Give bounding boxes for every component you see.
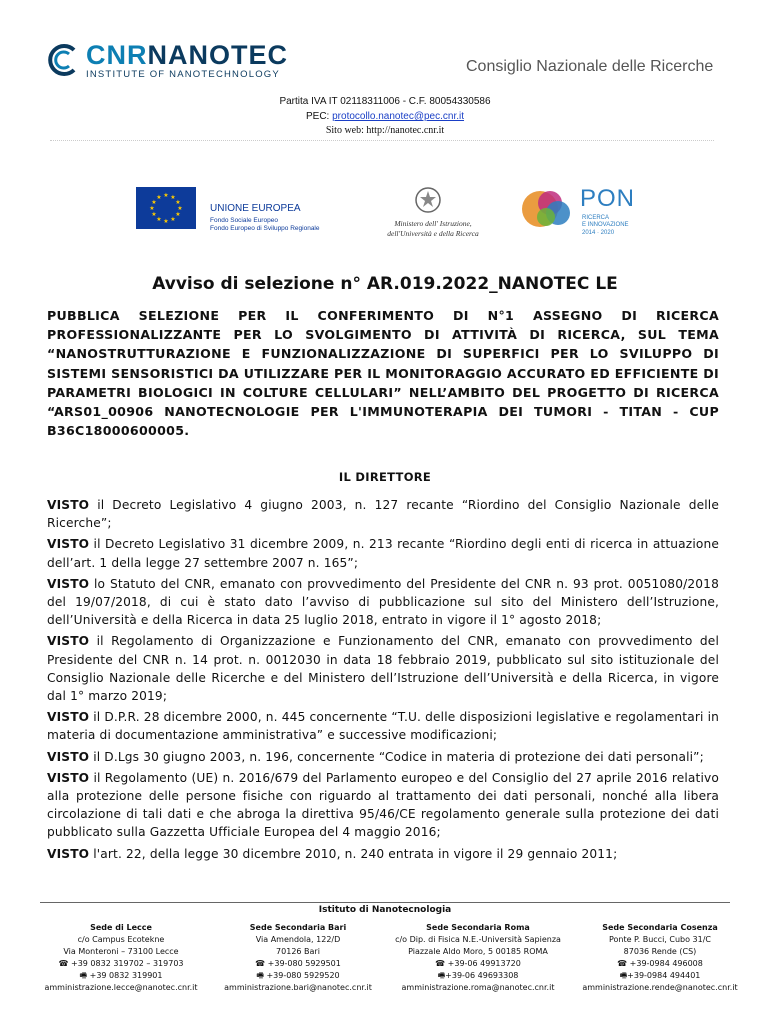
pec-email-link[interactable]: protocollo.nanotec@pec.cnr.it <box>332 111 465 122</box>
sede-fax: 🖷 +39 0832 319901 <box>79 971 163 980</box>
footer-sede-roma <box>380 922 576 994</box>
cnr-title: Consiglio Nazionale delle Ricerche <box>466 58 714 75</box>
visto-paragraph: VISTO lo Statuto del CNR, emanato con provvedimento del Presidente del CNR n. 93 prot. 0051080/2018 del 19/07/2018, di cui è stato dato l’avviso di pubblicazione sul sito del Ministero dell’Istruzione, dell’Università e della Ricerca in data 25 luglio 2018, entrato in vigore il 1° agosto 2018; <box>47 576 719 628</box>
svg-text:★: ★ <box>163 192 169 199</box>
svg-text:★: ★ <box>170 216 176 223</box>
logo-subtitle: INSTITUTE OF NANOTECHNOLOGY <box>86 69 280 80</box>
document-title: Avviso di selezione n° AR.019.2022_NANOTEC LE <box>152 274 618 294</box>
svg-text:★: ★ <box>177 205 183 212</box>
sede-address-2: 70126 Bari <box>276 947 320 956</box>
eu-line-1: Fondo Sociale Europeo <box>210 217 278 224</box>
eu-flag-icon <box>136 187 196 229</box>
pon-years: 2014 · 2020 <box>582 230 615 236</box>
visto-paragraph: VISTO il Decreto Legislativo 4 giugno 2003, n. 127 recante “Riordino del Consiglio Nazionale delle Ricerche”; <box>47 498 719 531</box>
pon-sub-1: RICERCA <box>582 215 610 221</box>
sede-address-1: c/o Campus Ecotekne <box>77 935 165 944</box>
sede-phone: ☎ +39 0832 319702 – 319703 <box>58 959 184 968</box>
visto-paragraph: VISTO il D.Lgs 30 giugno 2003, n. 196, concernente “Codice in materia di protezione dei dati personali”; <box>47 749 704 764</box>
pon-circles-icon <box>520 187 580 231</box>
sede-address-1: c/o Dip. di Fisica N.E.-Università Sapienza <box>395 935 561 944</box>
logo-name: CNRNANOTEC <box>86 40 288 70</box>
visto-paragraph: VISTO il D.P.R. 28 dicembre 2000, n. 445 concernente “T.U. delle disposizioni legislative e regolamentari in materia di documentazione amministrativa” e successive modificazioni; <box>47 710 719 743</box>
svg-text:★: ★ <box>156 194 162 201</box>
nanotec-logo-icon <box>44 42 80 78</box>
direttore-heading: IL DIRETTORE <box>338 470 432 484</box>
sede-email[interactable]: amministrazione.bari@nanotec.cnr.it <box>224 983 372 992</box>
visto-list <box>47 496 719 866</box>
footer-divider <box>40 902 730 903</box>
sede-fax: 🖷+39-0984 494401 <box>619 971 701 980</box>
footer-institute: Istituto di Nanotecnologia <box>318 905 452 915</box>
footer-sede-cosenza <box>570 922 750 994</box>
svg-text:★: ★ <box>175 199 181 206</box>
sede-name: Sede di Lecce <box>90 923 152 932</box>
italian-republic-emblem-icon <box>414 185 442 215</box>
svg-text:★: ★ <box>163 218 169 225</box>
sede-address-1: Via Amendola, 122/D <box>255 935 341 944</box>
eu-title: UNIONE EUROPEA <box>210 203 301 214</box>
sede-address-2: Piazzale Aldo Moro, 5 00185 ROMA <box>408 947 548 956</box>
sede-email[interactable]: amministrazione.roma@nanotec.cnr.it <box>401 983 555 992</box>
svg-text:★: ★ <box>170 194 176 201</box>
visto-paragraph: VISTO il Regolamento (UE) n. 2016/679 del Parlamento europeo e del Consiglio del 27 aprile 2016 relativo alla protezione delle persone fisiche con riguardo al trattamento dei dati personali, nonché alla libera circolazione di tali dati e che abroga la direttiva 95/46/CE regolamento generale sulla protezione dei dati pubblicato sulla Gazzetta Ufficiale Europea del 4 maggio 2016; <box>47 770 719 840</box>
website-line: Sito web: http://nanotec.cnr.it <box>325 125 445 136</box>
visto-paragraph: VISTO il Decreto Legislativo 31 dicembre 2009, n. 213 recante “Riordino degli enti di ricerca in attuazione dell’art. 1 della legge 27 settembre 2007 n. 165”; <box>47 537 719 570</box>
svg-text:★: ★ <box>175 211 181 218</box>
sede-phone: ☎ +39-0984 496008 <box>617 959 703 968</box>
document-subject: PUBBLICA SELEZIONE PER IL CONFERIMENTO DI N°1 ASSEGNO DI RICERCA PROFESSIONALIZZANTE PER LO SVOLGIMENTO DI ATTIVITÀ DI RICERCA, SUL TEMA “NANOSTRUTTURAZIONE E FUNZIONALIZZAZIONE DI SUPERFICI PER LO SVILUPPO DI SISTEMI SENSORISTICI DA UTILIZZARE PER IL MONITORAGGIO ACCURATO ED EFFICIENTE DI PARAMETRI BIOLOGICI IN COLTURE CELLULARI” NELL’AMBITO DEL PROGETTO DI RICERCA “ARS01_00906 NANOTECNOLOGIE PER L'IMMUNOTERAPIA DEI TUMORI - TITAN - CUP B36C18000600005. <box>47 308 719 439</box>
sede-name: Sede Secondaria Cosenza <box>602 923 718 932</box>
cnr-nanotec-logo <box>44 40 334 82</box>
visto-paragraph: VISTO il Regolamento di Organizzazione e Funzionamento del CNR, emanato con provvedimento del Presidente del CNR n. 14 prot. n. 0012030 in data 18 febbraio 2019, pubblicato sul sito istituzionale del Consiglio Nazionale delle Ricerche e del Ministero dell’Istruzione dell’Università e della Ricerca, in vigore dal 1° marzo 2019; <box>47 634 719 704</box>
svg-text:★: ★ <box>151 199 157 206</box>
sede-address-2: 87036 Rende (CS) <box>623 947 697 956</box>
ministry-line-2: dell'Università e della Ricerca <box>387 229 479 238</box>
pec-line: PEC: protocollo.nanotec@pec.cnr.it <box>305 111 465 122</box>
pon-title: PON <box>580 185 636 212</box>
footer-sede-lecce <box>30 922 212 994</box>
pon-sub-2: E INNOVAZIONE <box>582 222 629 228</box>
sede-address-2: Via Monteroni – 73100 Lecce <box>63 947 179 956</box>
svg-text:★: ★ <box>151 211 157 218</box>
partita-iva: Partita IVA IT 02118311006 - C.F. 80054330586 <box>279 96 491 107</box>
sede-phone: ☎ +39-080 5929501 <box>255 959 341 968</box>
eu-line-2: Fondo Europeo di Sviluppo Regionale <box>210 225 320 232</box>
visto-paragraph: VISTO l'art. 22, della legge 30 dicembre 2010, n. 240 entrata in vigore il 29 gennaio 2011; <box>47 846 618 861</box>
svg-text:★: ★ <box>149 205 155 212</box>
funding-logos-strip <box>50 140 714 260</box>
svg-text:★: ★ <box>156 216 162 223</box>
sede-email[interactable]: amministrazione.rende@nanotec.cnr.it <box>582 983 738 992</box>
footer-sede-bari <box>212 922 384 994</box>
sede-phone: ☎ +39-06 49913720 <box>435 959 521 968</box>
sede-name: Sede Secondaria Bari <box>249 923 347 932</box>
sede-email[interactable]: amministrazione.lecce@nanotec.cnr.it <box>44 983 198 992</box>
sede-name: Sede Secondaria Roma <box>426 923 530 932</box>
sede-address-1: Ponte P. Bucci, Cubo 31/C <box>608 935 712 944</box>
sede-fax: 🖷 +39-080 5929520 <box>256 971 340 980</box>
sede-fax: 🖷+39-06 49693308 <box>437 971 519 980</box>
ministry-line-1: Ministero dell' Istruzione, <box>394 219 472 228</box>
